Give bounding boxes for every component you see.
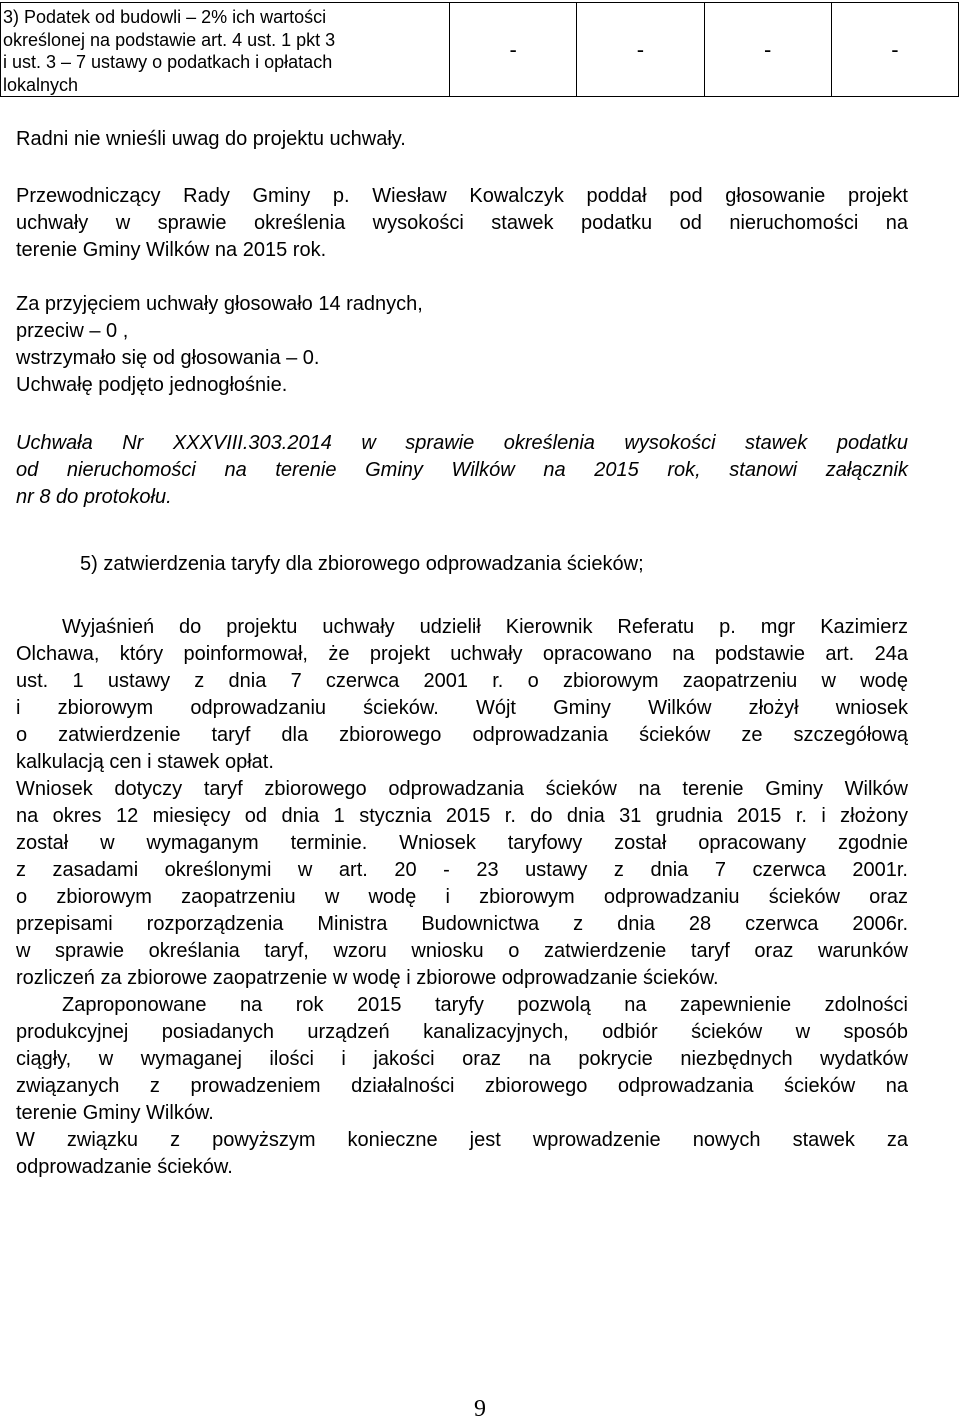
explanation-line: ust. 1 ustawy z dnia 7 czerwca 2001 r. o zbiorowym zaopatrzeniu w wodę <box>16 670 908 692</box>
tax-description-line: i ust. 3 – 7 ustawy o podatkach i opłatach <box>3 52 333 72</box>
explanation-line: i zbiorowym odprowadzaniu ścieków. Wójt Gminy Wilków złożył wniosek <box>16 697 908 719</box>
explanation-line: Olchawa, który poinformował, że projekt uchwały opracowano na podstawie art. 24a <box>16 643 908 665</box>
explanation-line: o zbiorowym zaopatrzeniu w wodę i zbiorowym odprowadzaniu ścieków oraz <box>16 886 908 908</box>
remarks-line: Radni nie wnieśli uwag do projektu uchwały. <box>16 128 406 150</box>
page-number: 9 <box>474 1396 486 1422</box>
explanation-line: Wyjaśnień do projektu uchwały udzielił Kierownik Referatu p. mgr Kazimierz <box>62 616 908 638</box>
explanation-line: produkcyjnej posiadanych urządzeń kanalizacyjnych, odbiór ścieków w sposób <box>16 1021 908 1043</box>
vote-intro-paragraph <box>16 183 908 264</box>
agenda-item-heading-text: 5) zatwierdzenia taryfy dla zbiorowego odprowadzania ścieków; <box>80 553 644 575</box>
explanation-paragraph <box>16 614 908 1181</box>
tax-description-cell <box>1 3 450 97</box>
explanation-line: z zasadami określonymi w art. 20 - 23 ustawy z dnia 7 czerwca 2001r. <box>16 859 908 881</box>
agenda-item-heading <box>80 551 900 578</box>
vote-intro-line: uchwały w sprawie określenia wysokości stawek podatku od nieruchomości na <box>16 212 908 234</box>
vote-result-paragraph <box>16 291 908 399</box>
explanation-line: ciągły, w wymaganej ilości i jakości oraz na pokrycie niezbędnych wydatków <box>16 1048 908 1070</box>
resolution-line: od nieruchomości na terenie Gminy Wilków na 2015 rok, stanowi załącznik <box>16 459 908 481</box>
table-cell: - <box>704 3 831 97</box>
explanation-line: rozliczeń za zbiorowe zaopatrzenie w wodę i zbiorowe odprowadzanie ścieków. <box>16 967 719 989</box>
vote-intro-line: Przewodniczący Rady Gminy p. Wiesław Kowalczyk poddał pod głosowanie projekt <box>16 185 908 207</box>
explanation-line: został w wymaganym terminie. Wniosek taryfowy został opracowany zgodnie <box>16 832 908 854</box>
explanation-line: w sprawie określania taryf, wzoru wniosku o zatwierdzenie taryf oraz warunków <box>16 940 908 962</box>
resolution-line: Uchwała Nr XXXVIII.303.2014 w sprawie określenia wysokości stawek podatku <box>16 432 908 454</box>
explanation-line: W związku z powyższym konieczne jest wprowadzenie nowych stawek za <box>16 1129 908 1151</box>
tax-description-line: lokalnych <box>3 74 79 95</box>
vote-line: Uchwałę podjęto jednogłośnie. <box>16 374 288 396</box>
explanation-line: o zatwierdzenie taryf dla zbiorowego odprowadzania ścieków ze szczegółową <box>16 724 908 746</box>
explanation-line: terenie Gminy Wilków. <box>16 1102 214 1124</box>
vote-line: wstrzymało się od głosowania – 0. <box>16 347 320 369</box>
explanation-line: Wniosek dotyczy taryf zbiorowego odprowadzania ścieków na terenie Gminy Wilków <box>16 778 908 800</box>
vote-line: Za przyjęciem uchwały głosowało 14 radnych, <box>16 293 423 315</box>
table-cell: - <box>831 3 958 97</box>
resolution-line: nr 8 do protokołu. <box>16 486 172 508</box>
vote-intro-line: terenie Gminy Wilków na 2015 rok. <box>16 239 327 261</box>
explanation-line: odprowadzanie ścieków. <box>16 1156 233 1178</box>
tax-description-line: określonej na podstawie art. 4 ust. 1 pkt 3 <box>3 29 336 50</box>
remarks-paragraph <box>16 126 908 153</box>
explanation-line: na okres 12 miesięcy od dnia 1 stycznia 2015 r. do dnia 31 grudnia 2015 r. i złożony <box>16 805 908 827</box>
vote-line: przeciw – 0 , <box>16 320 129 342</box>
explanation-line: związanych z prowadzeniem działalności zbiorowego odprowadzania ścieków na <box>16 1075 908 1097</box>
explanation-line: Zaproponowane na rok 2015 taryfy pozwolą na zapewnienie zdolności <box>62 994 908 1016</box>
table-cell: - <box>450 3 577 97</box>
tax-description-line: 3) Podatek od budowli – 2% ich wartości <box>3 7 327 27</box>
resolution-paragraph <box>16 430 908 511</box>
table-row <box>1 3 959 97</box>
table-cell: - <box>577 3 704 97</box>
explanation-line: kalkulacją cen i stawek opłat. <box>16 751 274 773</box>
explanation-line: przepisami rozporządzenia Ministra Budownictwa z dnia 28 czerwca 2006r. <box>16 913 908 935</box>
tax-rates-table <box>0 2 959 97</box>
